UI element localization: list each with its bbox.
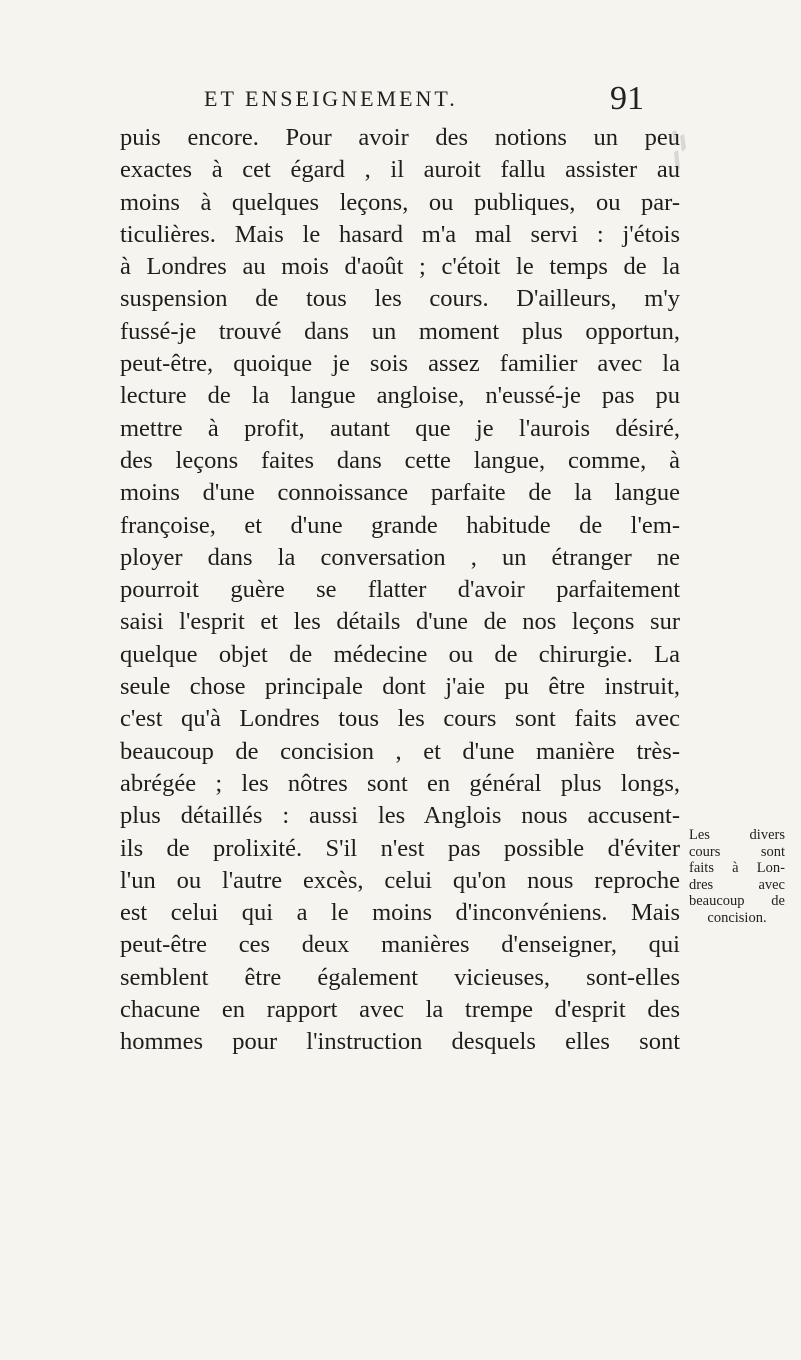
- body-text: [120, 122, 680, 1059]
- text-line: plus détaillés : aussi les Anglois nous accusent-: [120, 802, 680, 830]
- marginal-note-line: cours sont: [689, 843, 785, 860]
- text-line: mettre à profit, autant que je l'aurois désiré,: [120, 414, 680, 442]
- text-line: chacune en rapport avec la trempe d'esprit des: [120, 996, 680, 1024]
- text-line: moins à quelques leçons, ou publiques, ou par-: [120, 188, 680, 216]
- text-line: saisi l'esprit et les détails d'une de nos leçons sur: [120, 608, 680, 636]
- text-line: exactes à cet égard , il auroit fallu assister au: [120, 156, 680, 184]
- marginal-note-line: concision.: [707, 909, 767, 926]
- text-line: semblent être également vicieuses, sont-elles: [120, 963, 680, 991]
- text-line: abrégée ; les nôtres sont en général plus longs,: [120, 769, 680, 797]
- text-line: peut-être, quoique je sois assez familier avec la: [120, 350, 680, 378]
- text-line: c'est qu'à Londres tous les cours sont faits avec: [120, 705, 680, 733]
- text-line: quelque objet de médecine ou de chirurgie. La: [120, 640, 680, 668]
- text-line: beaucoup de concision , et d'une manière très-: [120, 737, 680, 765]
- marginal-note-line: dres avec: [689, 876, 785, 893]
- text-line: des leçons faites dans cette langue, comme, à: [120, 446, 680, 474]
- text-line: lecture de la langue angloise, n'eussé-je pas pu: [120, 382, 680, 410]
- marginal-note: [689, 827, 785, 926]
- text-line: fussé-je trouvé dans un moment plus opportun,: [120, 317, 680, 345]
- marginal-note-line: Les divers: [689, 827, 785, 843]
- text-line: moins d'une connoissance parfaite de la langue: [120, 479, 680, 507]
- text-line: puis encore. Pour avoir des notions un peu: [120, 124, 680, 151]
- page-number: 91: [610, 80, 644, 117]
- marginal-note-line: faits à Lon-: [689, 860, 785, 876]
- text-line: seule chose principale dont j'aie pu être instruit,: [120, 673, 680, 701]
- running-head: ET ENSEIGNEMENT.: [204, 86, 458, 111]
- text-line: hommes pour l'instruction desquels elles sont: [120, 1028, 680, 1056]
- text-line: françoise, et d'une grande habitude de l'em-: [120, 511, 680, 539]
- text-line: ployer dans la conversation , un étranger ne: [120, 543, 680, 571]
- marginal-note-line: beaucoup de: [689, 893, 785, 909]
- text-line: suspension de tous les cours. D'ailleurs, m'y: [120, 285, 680, 313]
- text-line: à Londres au mois d'août ; c'étoit le temps de la: [120, 253, 680, 281]
- text-line: ils de prolixité. S'il n'est pas possible d'éviter: [120, 834, 680, 862]
- text-line: ticulières. Mais le hasard m'a mal servi : j'étois: [120, 220, 680, 248]
- text-line: peut-être ces deux manières d'enseigner, qui: [120, 931, 680, 959]
- text-line: pourroit guère se flatter d'avoir parfaitement: [120, 576, 680, 604]
- text-line: est celui qui a le moins d'inconvéniens. Mais: [120, 899, 680, 927]
- text-line: l'un ou l'autre excès, celui qu'on nous reproche: [120, 866, 680, 894]
